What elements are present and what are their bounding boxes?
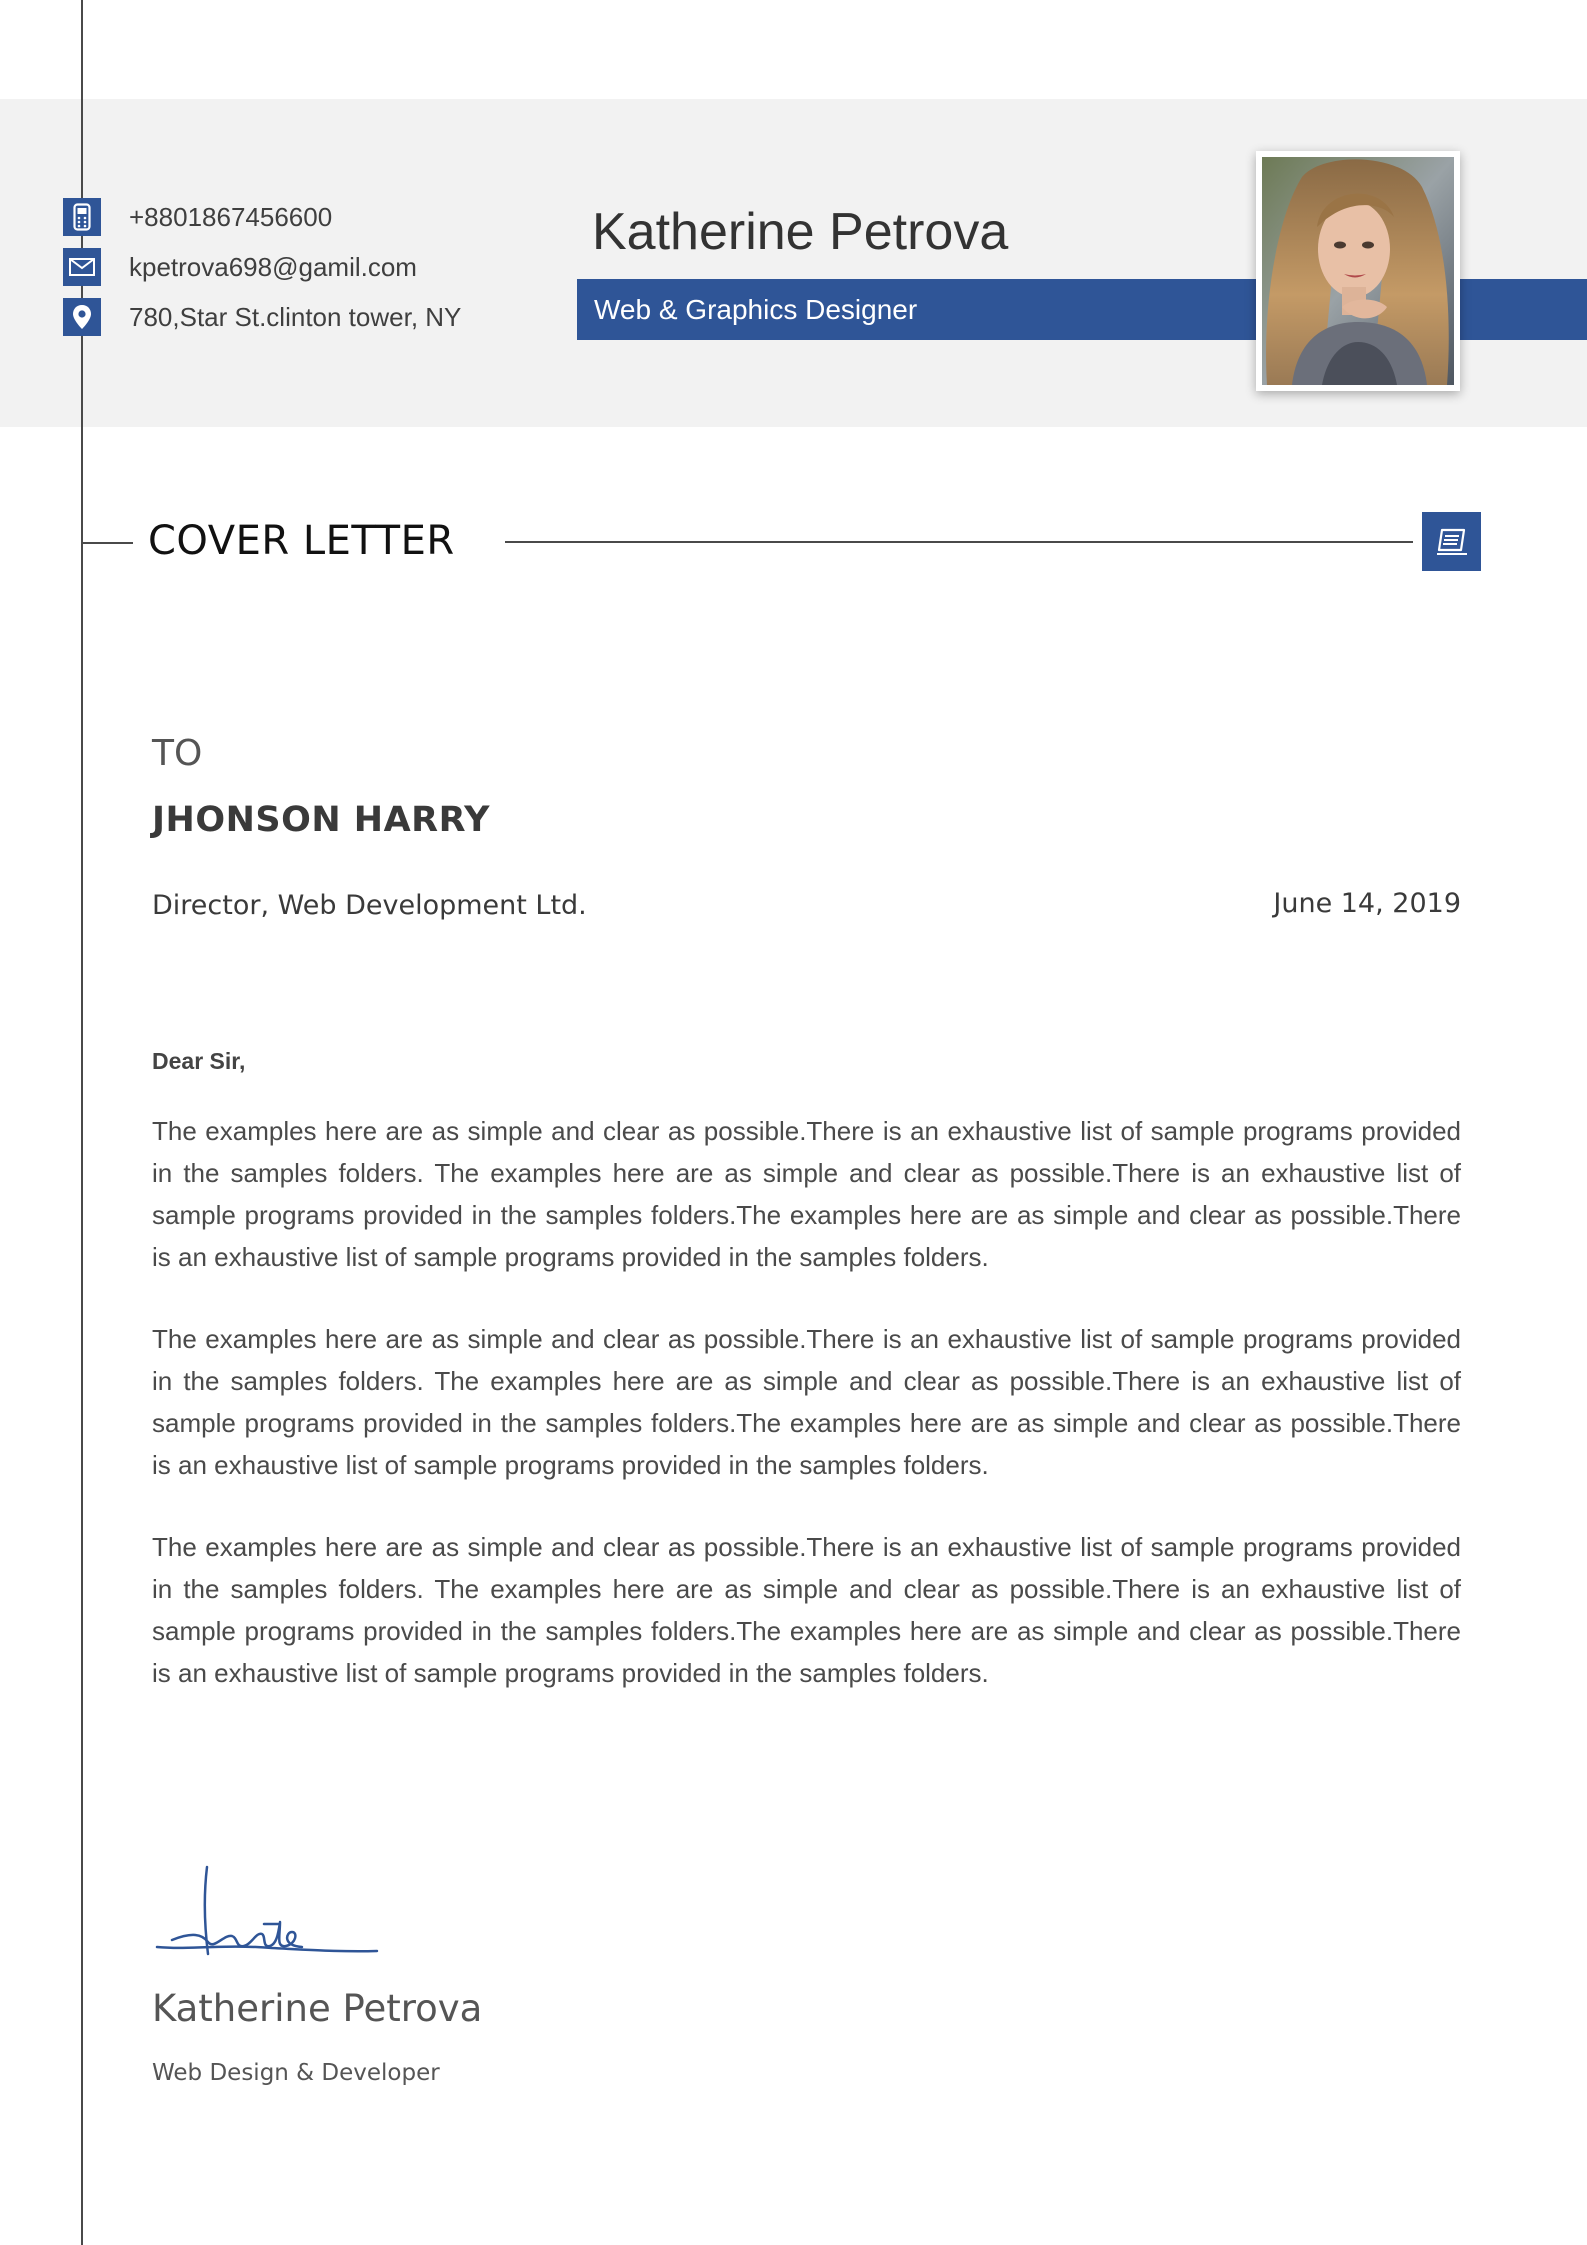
email-icon [63, 248, 101, 286]
signatory-role: Web Design & Developer [152, 2060, 440, 2086]
to-label: TO [152, 733, 203, 774]
recipient-name: JHONSON HARRY [152, 800, 491, 840]
email-address[interactable]: kpetrova698@gamil.com [129, 251, 417, 282]
recipient-title: Director, Web Development Ltd. [152, 890, 587, 921]
body-paragraph: The examples here are as simple and clear as possible.There is an exhaustive list of sample programs provided in the samples folders. The examples here are as simple and clear as possible.There is an exhaustive list of sample programs provided in the samples folders.The examples here are as simple and clear as possible.There is an exhaustive list of sample programs provided in the samples folders. [152, 1324, 1461, 1480]
contact-phone [63, 197, 332, 237]
candidate-name: Katherine Petrova [592, 203, 1009, 261]
document-icon [1422, 512, 1481, 571]
section-title: COVER LETTER [148, 518, 455, 564]
phone-icon [63, 198, 101, 236]
phone-number: +8801867456600 [129, 201, 333, 232]
handwritten-signature [152, 1862, 382, 1967]
section-rule [505, 541, 1413, 543]
contact-address [63, 297, 461, 337]
postal-address: 780,Star St.clinton tower, NY [129, 301, 462, 332]
section-tick [81, 542, 133, 544]
location-pin-icon [63, 298, 101, 336]
signatory-name: Katherine Petrova [152, 1987, 483, 2030]
salutation: Dear Sir, [152, 1048, 246, 1074]
body-paragraph: The examples here are as simple and clear as possible.There is an exhaustive list of sample programs provided in the samples folders. The examples here are as simple and clear as possible.There is an exhaustive list of sample programs provided in the samples folders.The examples here are as simple and clear as possible.There is an exhaustive list of sample programs provided in the samples folders. [152, 1532, 1461, 1688]
body-paragraph: The examples here are as simple and clear as possible.There is an exhaustive list of sample programs provided in the samples folders. The examples here are as simple and clear as possible.There is an exhaustive list of sample programs provided in the samples folders.The examples here are as simple and clear as possible.There is an exhaustive list of sample programs provided in the samples folders. [152, 1116, 1461, 1272]
profile-photo [1262, 157, 1454, 385]
contact-email [63, 247, 417, 287]
letter-date: June 14, 2019 [1273, 888, 1461, 919]
profile-photo-frame [1256, 151, 1460, 391]
job-title: Web & Graphics Designer [594, 294, 918, 325]
